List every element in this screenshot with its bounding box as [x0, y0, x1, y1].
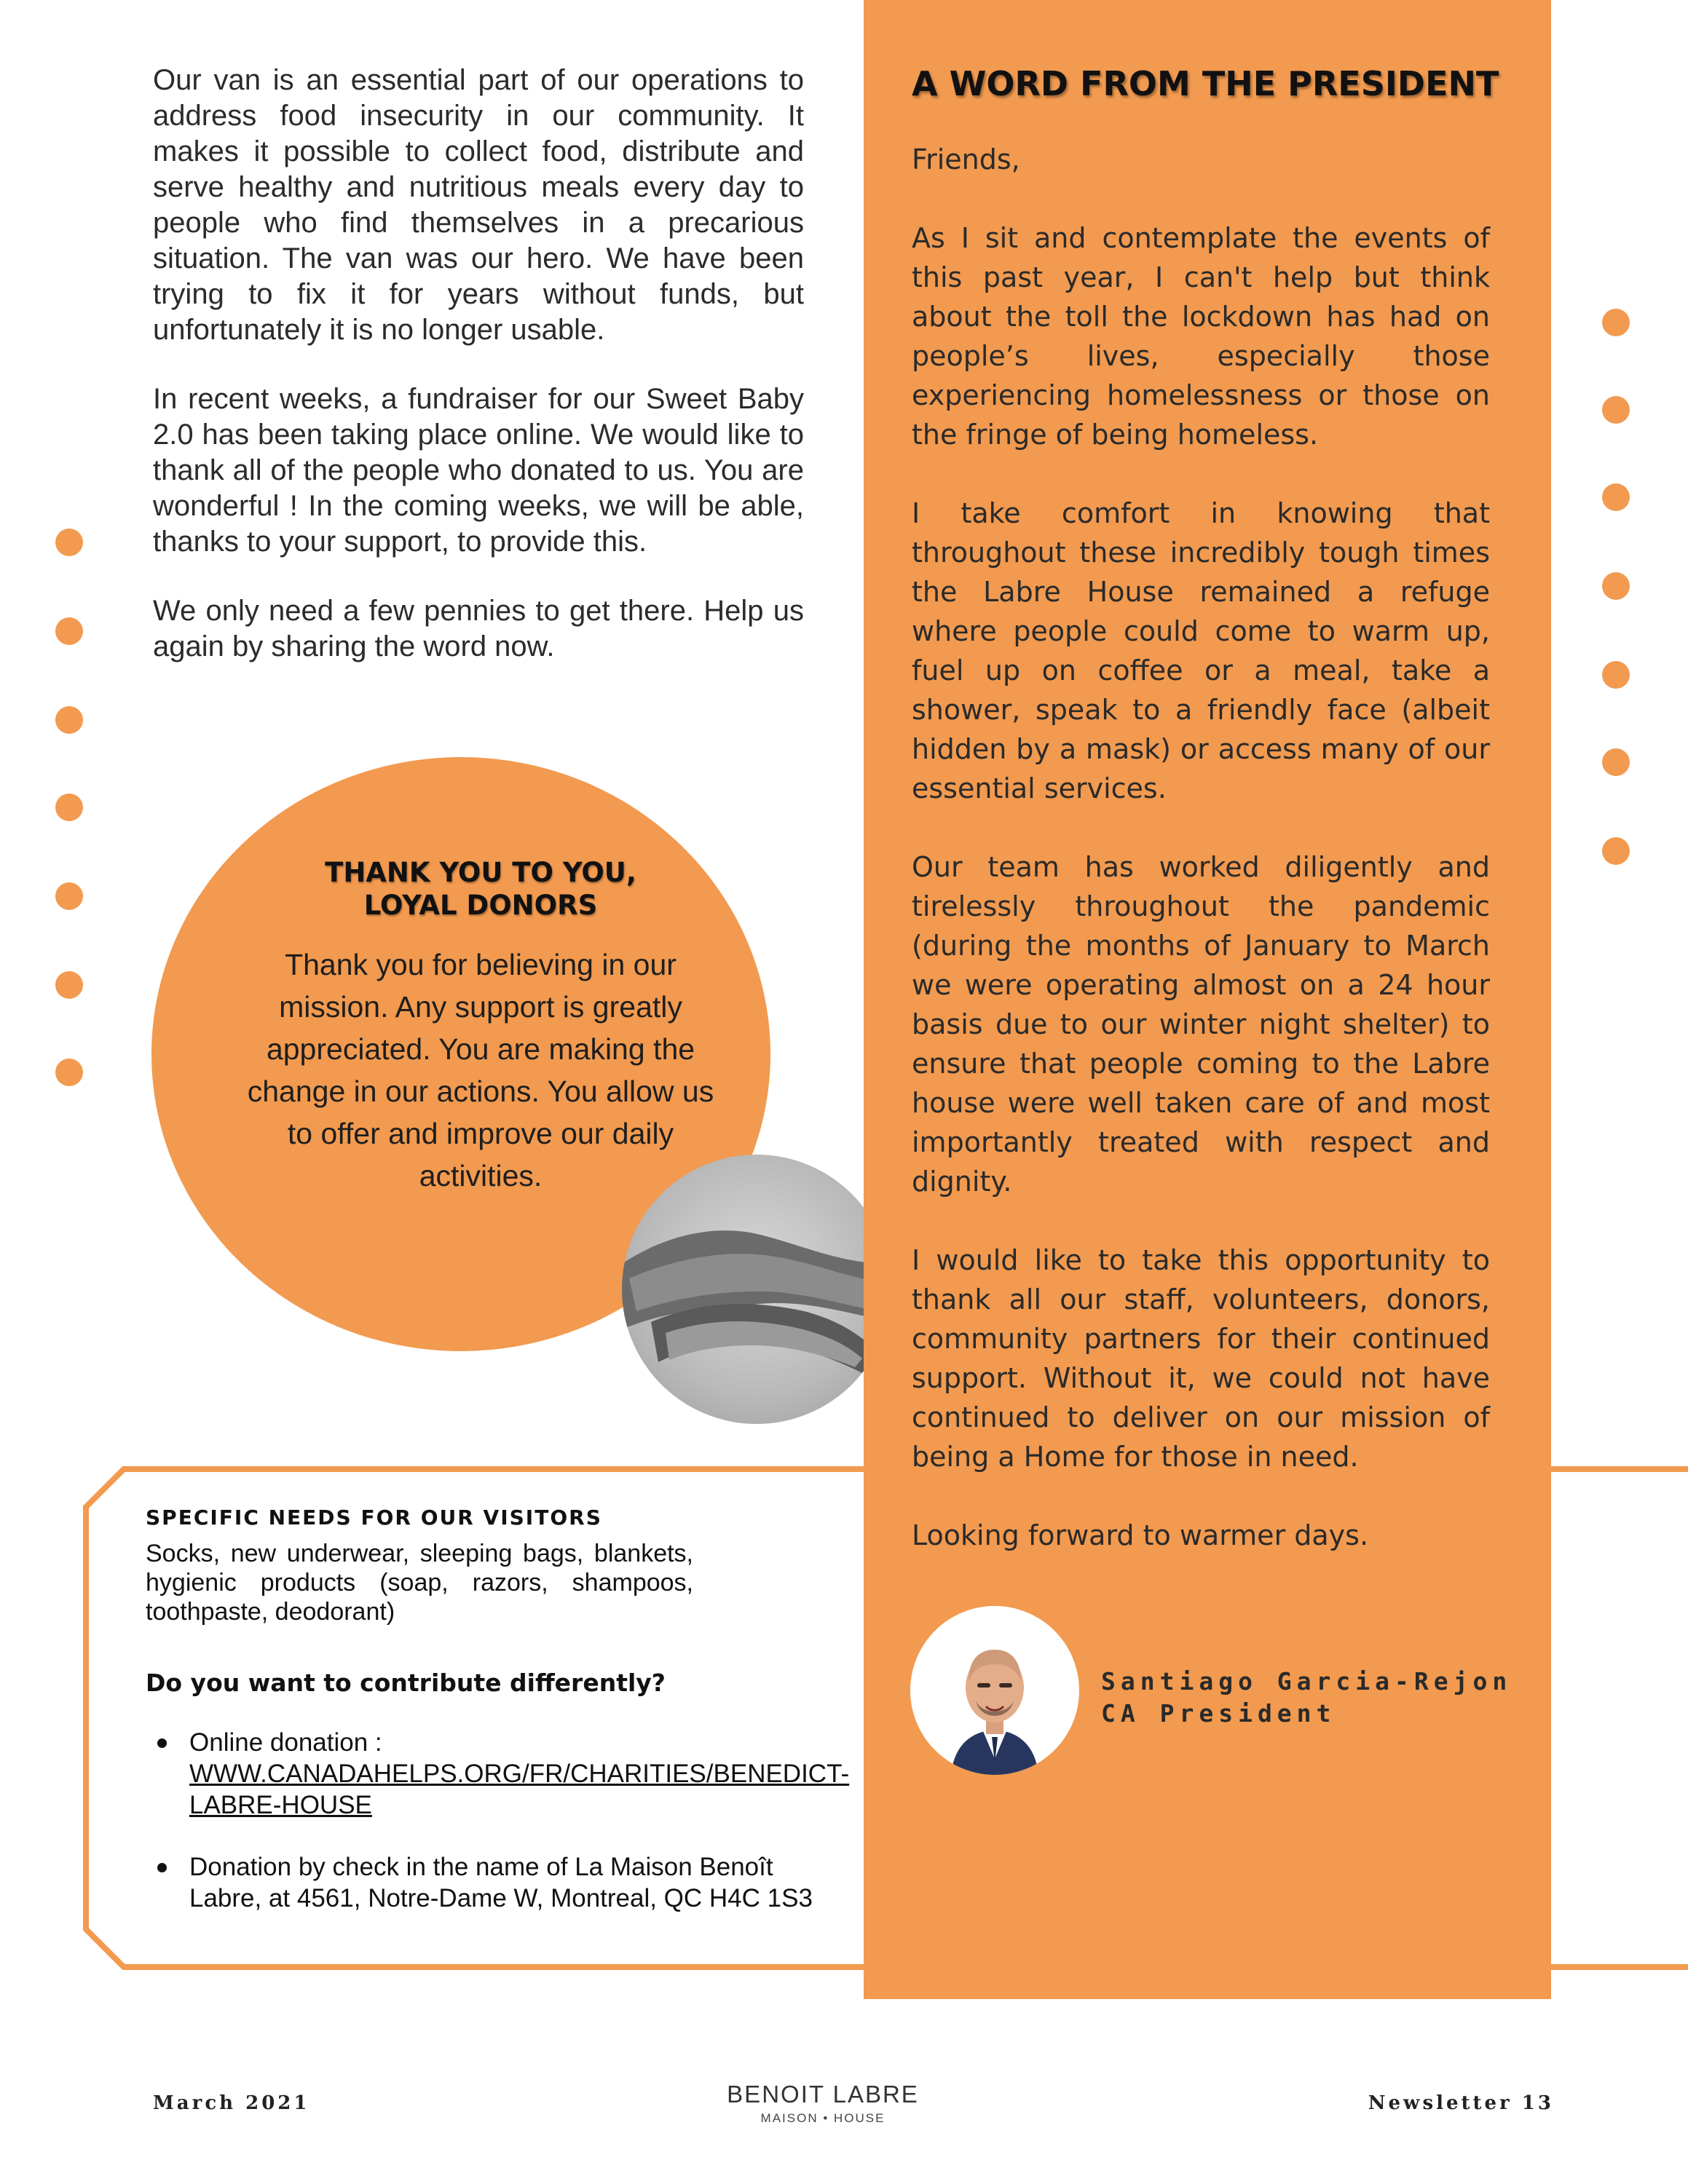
president-avatar — [910, 1606, 1079, 1775]
decorative-dot — [55, 882, 83, 910]
decorative-dot — [55, 529, 83, 556]
avatar-illustration — [910, 1606, 1079, 1775]
bullet-icon — [157, 1863, 167, 1872]
contribute-question: Do you want to contribute differently? — [146, 1669, 666, 1697]
decorative-dot — [55, 1059, 83, 1086]
online-donation-label: Online donation : — [189, 1728, 382, 1757]
decorative-dot — [55, 706, 83, 734]
decorative-dot — [55, 794, 83, 821]
bullet-icon — [157, 1738, 167, 1748]
footer-brand-sub: MAISON • HOUSE — [760, 2111, 886, 2125]
decorative-dot — [1602, 396, 1630, 424]
decorative-dot — [1602, 837, 1630, 865]
footer-brand: BENOIT LABRE — [727, 2081, 919, 2108]
needs-text: Socks, new underwear, sleeping bags, blankets, hygienic products (soap, razors, shampoos, toothpaste, deodorant) — [146, 1540, 693, 1626]
hands-photo — [622, 1155, 891, 1424]
letter-greeting: Friends, — [912, 143, 1020, 175]
contribute-list — [146, 1727, 850, 1944]
check-donation-text: Donation by check in the name of La Maison Benoît Labre, at 4561, Notre-Dame W, Montreal, QC H4C 1S3 — [189, 1853, 813, 1912]
letter-paragraph: I would like to take this opportunity to thank all our staff, volunteers, donors, community partners for their continued support. Without it, we could not have continued to deliver on our mission of being a Home for those in need. — [912, 1244, 1490, 1473]
decorative-dot — [55, 617, 83, 645]
president-letter — [912, 140, 1490, 1594]
paragraph-van: Our van is an essential part of our operations to address food insecurity in our community. It makes it possible to collect food, distribute and serve healthy and nutritious meals every day to people who find themselves in a precarious situation. The van was our hero. We have been trying to fix it for years without funds, but unfortunately it is no longer usable. — [153, 64, 804, 346]
decorative-dot — [1602, 572, 1630, 600]
decorative-dot — [1602, 661, 1630, 689]
donor-text: Thank you for believing in our mission. Any support is greatly appreciated. You are making the change in our actions. You allow us to offer and improve our daily activities. — [247, 948, 714, 1192]
decorative-dot — [1602, 483, 1630, 511]
left-column-text — [153, 63, 804, 698]
letter-paragraph: I take comfort in knowing that throughout these incredibly tough times the Labre House remained a refuge where people could come to warm up, fuel up on coffee or a meal, take a shower, speak to a friendly face (albeit hidden by a mask) or access many of our essential services. — [912, 497, 1490, 804]
signature-name: Santiago Garcia-Rejon — [1101, 1667, 1513, 1696]
paragraph-share: We only need a few pennies to get there. Help us again by sharing the word now. — [153, 595, 804, 662]
footer-date: March 2021 — [153, 2092, 310, 2114]
decorative-dot — [55, 971, 83, 999]
president-heading: A WORD FROM THE PRESIDENT — [912, 64, 1499, 103]
list-item-check — [146, 1851, 823, 1914]
decorative-dot — [1602, 748, 1630, 776]
needs-title: SPECIFIC NEEDS FOR OUR VISITORS — [146, 1506, 602, 1530]
letter-closing: Looking forward to warmer days. — [912, 1519, 1369, 1551]
donation-link[interactable]: WWW.CANADAHELPS.ORG/FR/CHARITIES/BENEDICT-LABRE-HOUSE — [189, 1760, 850, 1819]
list-item-online — [146, 1727, 850, 1821]
hands-illustration — [622, 1155, 891, 1424]
footer-issue: Newsletter 13 — [1368, 2092, 1554, 2114]
paragraph-fundraiser: In recent weeks, a fundraiser for our Sweet Baby 2.0 has been taking place online. We would like to thank all of the people who donated to us. You are wonderful ! In the coming weeks, we will be able, thanks to your support, to provide this. — [153, 383, 804, 558]
donor-heading-line2: LOYAL DONORS — [363, 890, 598, 921]
letter-paragraph: Our team has worked diligently and tirelessly throughout the pandemic (during the months of January to March we were operating almost on a 24 hour basis due to our winter night shelter) to ensure that people coming to the Labre house were well taken care of and most importantly treated with respect and dignity. — [912, 851, 1490, 1198]
donor-heading-line1: THANK YOU TO YOU, — [325, 857, 636, 888]
letter-paragraph: As I sit and contemplate the events of this past year, I can't help but think about the toll the lockdown has had on people’s lives, especially those experiencing homelessness or those on the fringe of being homeless. — [912, 222, 1490, 451]
decorative-dot — [1602, 309, 1630, 336]
signature-title: CA President — [1101, 1699, 1336, 1728]
donor-heading — [248, 856, 714, 922]
